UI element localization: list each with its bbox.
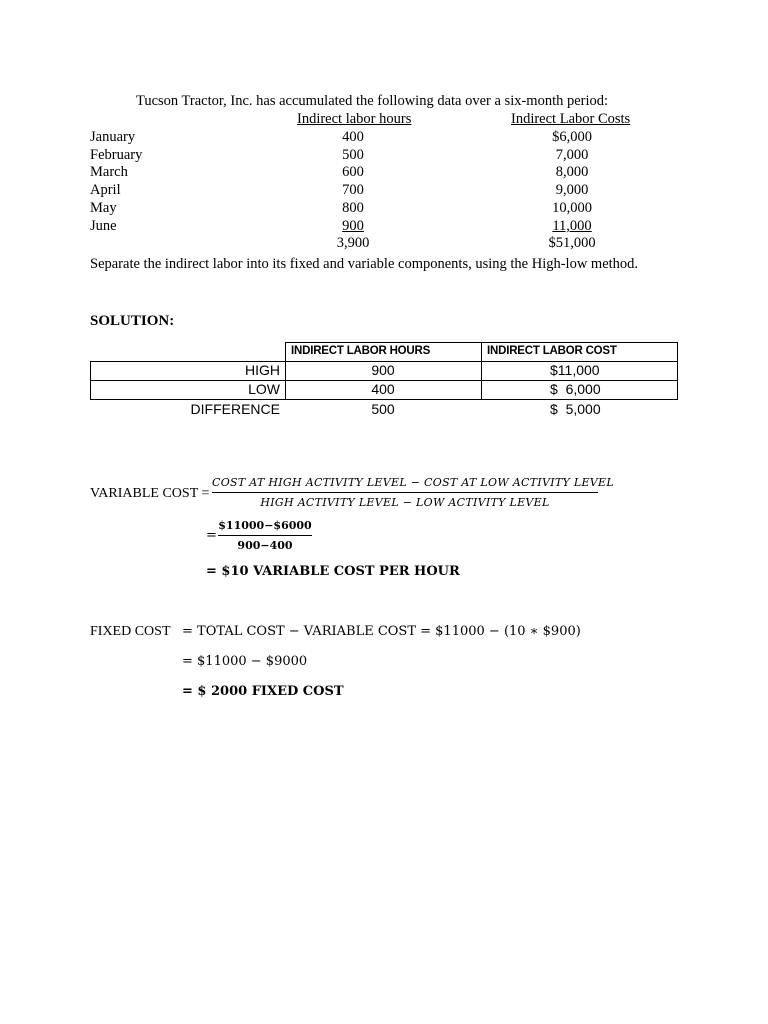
solution-table [90, 342, 678, 417]
fixed-cost-formula: = TOTAL COST − VARIABLE COST = $11000 − (10 ∗ $900) [182, 624, 581, 639]
costs-total: $51,000 [548, 235, 596, 251]
th-indirect-labor-cost: INDIRECT LABOR COST [487, 345, 617, 357]
variable-cost-result: = $10 VARIABLE COST PER HOUR [206, 564, 460, 579]
costs-value: 8,000 [555, 164, 589, 180]
month-label: April [90, 182, 121, 198]
high-hours: 900 [371, 362, 395, 378]
difference-hours: 500 [371, 401, 395, 417]
hours-value: 900 [342, 218, 364, 234]
fixed-cost-label: FIXED COST [90, 624, 171, 639]
month-label: May [90, 200, 117, 216]
variable-cost-label: VARIABLE COST = [90, 486, 210, 501]
costs-value: 9,000 [555, 182, 589, 198]
hours-value: 800 [342, 200, 364, 216]
month-label: February [90, 147, 143, 163]
hours-value: 700 [342, 182, 364, 198]
hours-value: 500 [342, 147, 364, 163]
intro-text: Tucson Tractor, Inc. has accumulated the following data over a six-month period: [136, 93, 609, 109]
equals-sign: = [206, 528, 217, 543]
month-label: January [90, 129, 136, 145]
hours-value: 400 [342, 129, 364, 145]
fraction-bar [212, 492, 598, 493]
costs-value: $6,000 [552, 129, 592, 145]
header-indirect-labor-hours: Indirect labor hours [297, 111, 412, 127]
row-label-high: HIGH [245, 362, 280, 378]
solution-heading: SOLUTION: [90, 313, 175, 329]
costs-value: 11,000 [552, 218, 592, 234]
month-label: March [90, 164, 128, 180]
costs-value: 10,000 [552, 200, 592, 216]
high-cost: $11,000 [550, 362, 600, 378]
difference-cost: $ 5,000 [550, 401, 601, 417]
fraction-bar [218, 535, 312, 536]
low-cost: $ 6,000 [550, 381, 601, 397]
hours-value: 600 [342, 164, 364, 180]
instruction-text: Separate the indirect labor into its fixed and variable components, using the High-low method. [90, 256, 639, 272]
costs-value: 7,000 [555, 147, 589, 163]
header-indirect-labor-costs: Indirect Labor Costs [511, 111, 631, 127]
variable-cost-numerator: COST AT HIGH ACTIVITY LEVEL − COST AT LOW ACTIVITY LEVEL [212, 476, 614, 489]
variable-cost-denominator: HIGH ACTIVITY LEVEL − LOW ACTIVITY LEVEL [260, 496, 550, 509]
month-label: June [90, 218, 117, 234]
row-label-difference: DIFFERENCE [190, 401, 280, 417]
step-numerator: $11000−$6000 [218, 519, 312, 532]
th-indirect-labor-hours: INDIRECT LABOR HOURS [291, 345, 431, 357]
row-label-low: LOW [248, 381, 280, 397]
step-denominator: 900−400 [237, 539, 293, 552]
solution-table-header [285, 342, 678, 361]
low-hours: 400 [371, 381, 395, 397]
fixed-cost-result: = $ 2000 FIXED COST [182, 684, 344, 699]
hours-total: 3,900 [336, 235, 370, 251]
fixed-cost-step: = $11000 − $9000 [182, 654, 308, 669]
